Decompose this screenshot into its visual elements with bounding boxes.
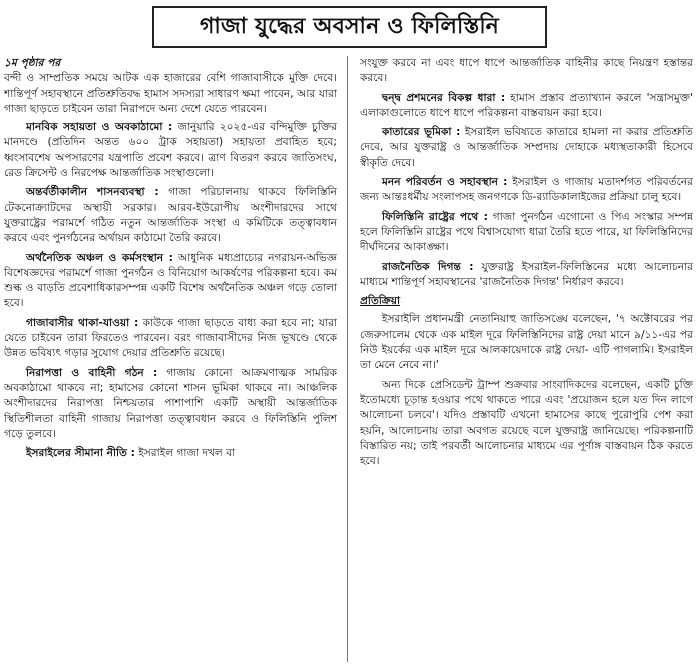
section-heading: মনন পরিবর্তন ও সহাবস্থান : xyxy=(382,176,508,189)
section-heading: অন্তর্বর্তীকালীন শাসনব্যবস্থা : xyxy=(26,186,159,199)
article-section xyxy=(4,446,337,461)
article-section xyxy=(4,366,337,442)
section-heading: মানবিক সহায়তা ও অবকাঠামো : xyxy=(26,121,173,134)
reaction-paragraph-1: ইসরাইলি প্রধানমন্ত্রী নেতানিয়াহু জাতিসঙ্ঘে বলেছেন, '৭ অক্টোবরের পর জেরুসালেম থেকে এক মাইল দূরে ফিলিস্তিনিদের রাষ্ট্র দেয়া মানে ৯/১১-এর পর নিউ ইয়র্কের এক মাইল দূরে আলকায়েদাকে রাষ্ট্র দেয়া- এটি পাগলামি। ইসরাইল তা মেনে নেবে না।' xyxy=(360,313,693,372)
article-section xyxy=(360,210,693,256)
intro-text: বন্দী ও সাম্প্রতিক সময়ে আটক এক হাজারের বেশি গাজাবাসীকে মুক্তি দেবে। শান্তিপূর্ণ সহাবস্থানে প্রতিশ্রুতিবদ্ধ হামাস সদস্যরা সাধারণ ক্ষমা পাবেন, আর যারা গাজা ছাড়তে চাইবেন তারা নিরাপদে অন্য দেশে যেতে পারবেন। xyxy=(4,72,337,115)
section-text: কাউকে গাজা ছাড়তে বাধ্য করা হবে না; যারা যেতে চাইবেন তারা ফিরতেও পারবেন। বরং গাজাবাসীদের নিজ ভূখণ্ডে থেকে উন্নত ভবিষ্যৎ গড়ার সুযোগ দেয়ার প্রতিশ্রুতি রয়েছে। xyxy=(4,316,337,360)
section-text: গাজা পুনর্গঠন এগোনো ও পিএ সংস্কার সম্পন্ন হলে ফিলিস্তিনি রাষ্ট্রের পথে বিশ্বাসযোগ্য ধারা তৈরি হতে পারে, যা ফিলিস্তিনিদের দীর্ঘদিনের আকাঙ্ক্ষা। xyxy=(360,210,693,254)
continuation-label: ১ম পৃষ্ঠার পর xyxy=(4,57,61,69)
section-text: ইসরাইল ও গাজায় মতাদর্শগত পরিবর্তনের জন্য আন্তঃধর্মীয় সংলাপসহ জনগণকে ডি-র‍্যাডিকালাইজের প্রক্রিয়া চালু হবে। xyxy=(360,176,693,204)
section-heading: অর্থনৈতিক অঞ্চল ও কর্মসংস্থান : xyxy=(26,251,173,264)
article-section xyxy=(360,125,693,171)
article-section xyxy=(4,120,337,181)
article-section xyxy=(4,185,337,246)
continuation-paragraph xyxy=(4,56,337,117)
reaction-heading: প্রতিক্রিয়া xyxy=(360,295,401,308)
section-text: ইসরাইল গাজা দখল বা xyxy=(138,447,236,460)
section-heading: নিরাপত্তা ও বাহিনী গঠন : xyxy=(26,366,158,379)
headline-box xyxy=(152,6,547,48)
article-section xyxy=(360,175,693,206)
article-section xyxy=(4,251,337,312)
right-column xyxy=(360,56,693,668)
section-text: হামাস প্রস্তাব প্রত্যাখ্যান করলে 'সন্ত্রাসমুক্ত' এলাকাগুলোতে ধাপে ধাপে পরিকল্পনা বাস্তবায়ন করা হবে। xyxy=(360,91,693,119)
continued-text: সংযুক্ত করবে না এবং ধাপে ধাপে আন্তর্জাতিক বাহিনীর কাছে নিয়ন্ত্রণ হস্তান্তর করবে। xyxy=(360,57,693,85)
reaction-heading-line xyxy=(360,294,693,309)
section-heading: গাজাবাসীর থাকা-যাওয়া : xyxy=(26,316,139,329)
column-divider xyxy=(347,56,348,662)
section-heading: ফিলিস্তিনি রাষ্ট্রের পথে : xyxy=(382,210,488,223)
article-section xyxy=(4,316,337,362)
section-heading: কাতারের ভূমিকা : xyxy=(382,126,461,139)
section-heading: রাজনৈতিক দিগন্ত : xyxy=(382,260,474,273)
section-text: গাজা পরিচালনায় থাকবে ফিলিস্তিনি টেকনোক্র্যাটদের অস্থায়ী সরকার। আরব-ইউরোপীয় অংশীদারদের সাথে যুক্তরাষ্ট্রের পরামর্শে গঠিত নতুন আন্তর্জাতিক সংস্থা এ কমিটিকে তত্ত্বাবধান করবে এবং পুনর্গঠনের অর্থায়ন কাঠামো তৈরি করবে। xyxy=(4,186,337,245)
left-column xyxy=(4,56,337,668)
section-heading: ইসরাইলের সীমানা নীতি : xyxy=(26,447,135,460)
section-text: জানুয়ারি ২০২৫-এর বন্দিমুক্তি চুক্তির মানদণ্ডে (প্রতিদিন অন্তত ৬০০ ট্রাক সহায়তা) সহায়তা প্রবাহিত হবে; ধ্বংসাবশেষ অপসারণের যন্ত্রপাতি প্রবেশ করবে। ত্রাণ বিতরণ করবে জাতিসংঘ, রেড ক্রিসেন্ট ও নিরপেক্ষ আন্তর্জাতিক সংস্থাগুলো। xyxy=(4,121,337,180)
reaction-paragraph-2: অন্য দিকে প্রেসিডেন্ট ট্রাম্প শুক্রবার সাংবাদিকদের বলেছেন, একটি চুক্তি ইতোমধ্যে চূড়ান্ত হওয়ার পথে থাকতে পারে এবং 'প্রয়োজন হলে যত দিন লাগে আলোচনা চলবে'। যদিও প্রস্তাবটি এখনো হামাসের কাছে পুরোপুরি পেশ করা হয়নি, আলোচনায় তারা অবগত রয়েছে বলে যুক্তরাষ্ট্র জানিয়েছে। পরিকল্পনাটি বিস্তারিত নয়; তাই পরবর্তী আলোচনার মাধ্যমে এর পূর্ণাঙ্গ বাস্তবায়ন ঠিক করতে হবে। xyxy=(360,378,693,468)
headline: গাজা যুদ্ধের অবসান ও ফিলিস্তিনি xyxy=(152,6,547,48)
section-text: আধুনিক মধ্যপ্রাচ্যের নগরায়ন-অভিজ্ঞ বিশেষজ্ঞদের পরামর্শে গাজা পুনর্গঠন ও বিনিয়োগ আকর্ষণের পরিকল্পনা হবে। কম শুল্ক ও বাড়তি প্রবেশাধিকারসম্পন্ন একটি বিশেষ অর্থনৈতিক অঞ্চল গড়ে তোলা হবে। xyxy=(4,251,337,310)
section-text: যুক্তরাষ্ট্র ইসরাইল-ফিলিস্তিনের মধ্যে আলোচনার মাধ্যমে শান্তিপূর্ণ সহাবস্থানের 'রাজনৈতিক দিগন্ত' নির্ধারণ করবে। xyxy=(360,260,693,288)
section-text: ইসরাইল ভবিষ্যতে কাতারে হামলা না করার প্রতিশ্রুতি দেবে, আর যুক্তরাষ্ট্র ও আন্তর্জাতিক সম্প্রদায় দোহাকে মধ্যস্থতাকারী হিসেবে স্বীকৃতি দেবে। xyxy=(360,126,693,169)
section-heading: দ্বন্দ্ব প্রশমনের বিকল্প ধারা : xyxy=(382,91,506,104)
section-text: গাজায় কোনো আক্রমণাত্মক সামরিক অবকাঠামো থাকবে না; হামাসের কোনো শাসন ভূমিকা থাকবে না। আঞ্চলিক অংশীদারদের নিরাপত্তা নিশ্চয়তার পাশাপাশি একটি অস্থায়ী আন্তর্জাতিক স্থিতিশীলতা বাহিনী গাজায় নিরাপত্তা তত্ত্বাবধান করবে ও ফিলিস্তিনি পুলিশ গড়ে তুলবে। xyxy=(4,366,337,440)
article-section xyxy=(360,260,693,291)
article-section xyxy=(360,91,693,122)
